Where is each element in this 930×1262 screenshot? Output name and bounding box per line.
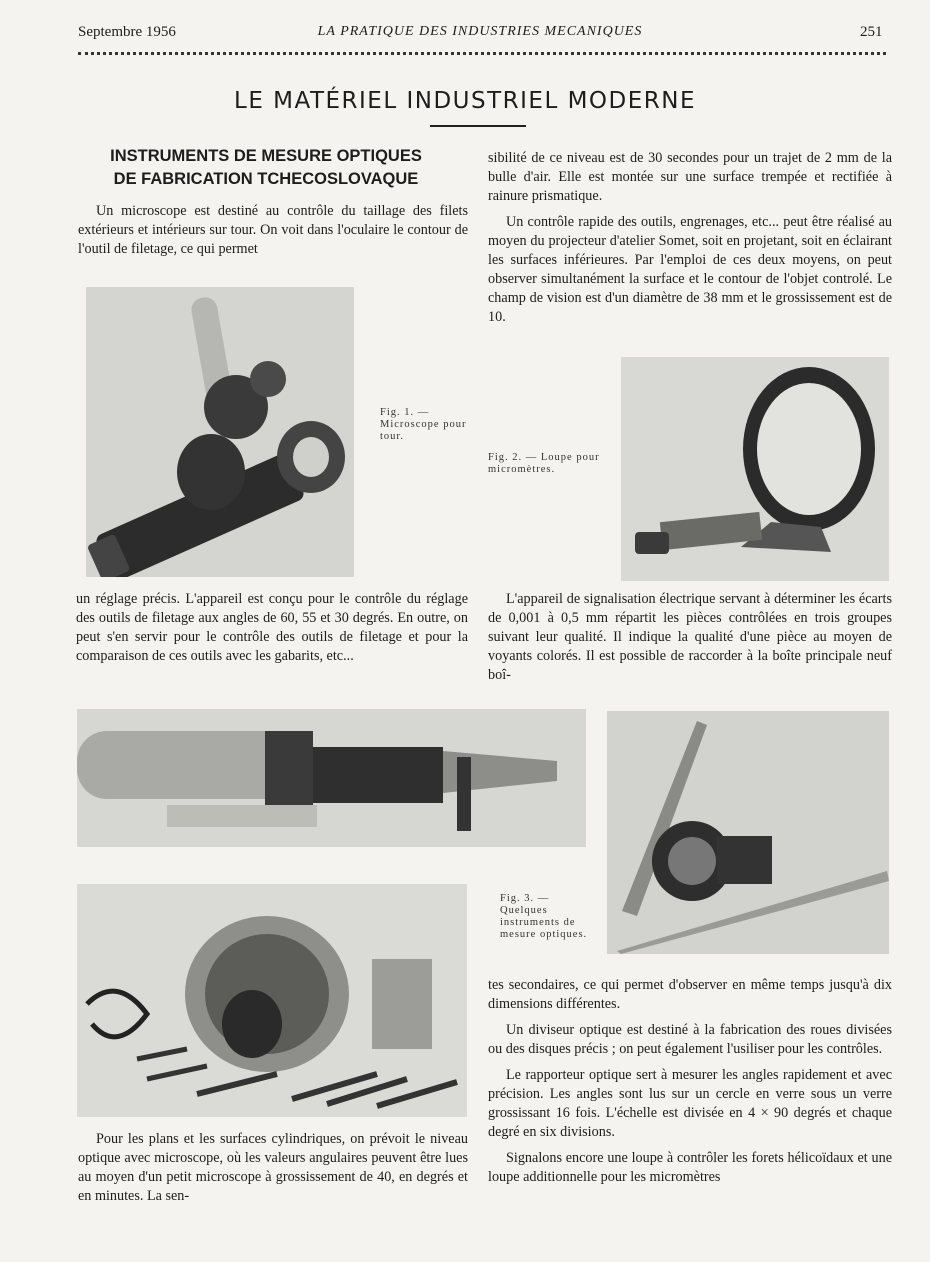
paragraph: Le rapporteur optique sert à mesurer les angles rapidement et avec précision. Les angles sont lus sur un cercle en verre sous un verre grossissant 16 fois. L'échelle est divisée en 4 × 90 degrés et chaque degré en six divisions. <box>488 1067 892 1140</box>
paragraph: un réglage précis. L'appareil est conçu pour le contrôle du réglage des outils de filetage aux angles de 60, 55 et 30 degrés. En outre, on peut s'en servir pour le contrôle des outils de filetage et pour la comparaison de ces outils avec les gabarits, etc... <box>76 591 468 664</box>
article-title <box>80 145 452 191</box>
paragraph: Un contrôle rapide des outils, engrenages, etc... peut être réalisé au moyen du projecteur d'atelier Somet, soit en projetant, soit en éclairant les surfaces inférieures. Par l'emploi de ces deux moyens, on peut observer simultanément la surface et le contour de l'objet controlé. Le champ de vision est d'un diamètre de 38 mm et le grossissement est de 10. <box>488 214 892 325</box>
fig3-photo-divider <box>77 884 467 1117</box>
left-mid-text <box>76 590 468 673</box>
article-title-line-1: INSTRUMENTS DE MESURE OPTIQUES <box>110 147 422 165</box>
fig3-photo-projector <box>77 709 586 847</box>
paragraph: tes secondaires, ce qui permet d'observer en même temps jusqu'à dix dimensions différentes. <box>488 977 892 1012</box>
paragraph: Un diviseur optique est destiné à la fabrication des roues divisées ou des disques précis ; on peut également l'usiliser pour les contrôles. <box>488 1022 892 1057</box>
paragraph: Signalons encore une loupe à contrôler les forets hélicoïdaux et une loupe additionnelle pour les micromètres <box>488 1150 892 1185</box>
paragraph: sibilité de ce niveau est de 30 secondes pour un trajet de 2 mm de la bulle d'air. Elle est montée sur une surface trempée et rectifiée à rainure prismatique. <box>488 150 892 204</box>
right-bottom-text <box>488 976 892 1194</box>
page-number: 251 <box>860 24 883 40</box>
fig3-photo-protractor <box>607 711 889 954</box>
fig1-caption: Fig. 1. — Microscope pour tour. <box>380 407 467 442</box>
section-title: LE MATÉRIEL INDUSTRIEL MODERNE <box>234 88 696 114</box>
paragraph: Pour les plans et les surfaces cylindriques, on prévoit le niveau optique avec microscope, où les valeurs angulaires peuvent être lues au moyen d'un petit microscope à grossissement de 40, en degrés et en minutes. La sen- <box>78 1131 468 1204</box>
fig3-caption: Fig. 3. — Quelques instruments de mesure optiques. <box>500 893 588 940</box>
title-underline <box>430 125 526 127</box>
fig2-photo <box>621 357 889 581</box>
right-top-text <box>488 149 892 334</box>
right-mid-text <box>488 590 892 692</box>
fig2-caption: Fig. 2. — Loupe pour micromètres. <box>488 452 600 475</box>
fig1-photo <box>86 287 354 577</box>
issue-date: Septembre 1956 <box>78 24 176 40</box>
article-title-line-2: DE FABRICATION TCHECOSLOVAQUE <box>113 170 419 188</box>
left-intro-text <box>78 202 468 266</box>
paragraph: Un microscope est destiné au contrôle du taillage des filets extérieurs et intérieurs sur tour. On voit dans l'oculaire le contour de l'outil de filetage, ce qui permet <box>78 203 468 257</box>
paragraph: L'appareil de signalisation électrique servant à déterminer les écarts de 0,001 à 0,5 mm répartit les pièces contrôlées en trois groupes suivant leur qualité. Il indique la qualité d'une pièce au moyen de voyants colorés. Il est possible de raccorder à la boîte principale neuf boî- <box>488 591 892 683</box>
header-rule <box>78 52 886 55</box>
left-bottom-text <box>78 1130 468 1213</box>
journal-title: LA PRATIQUE DES INDUSTRIES MECANIQUES <box>317 24 643 39</box>
